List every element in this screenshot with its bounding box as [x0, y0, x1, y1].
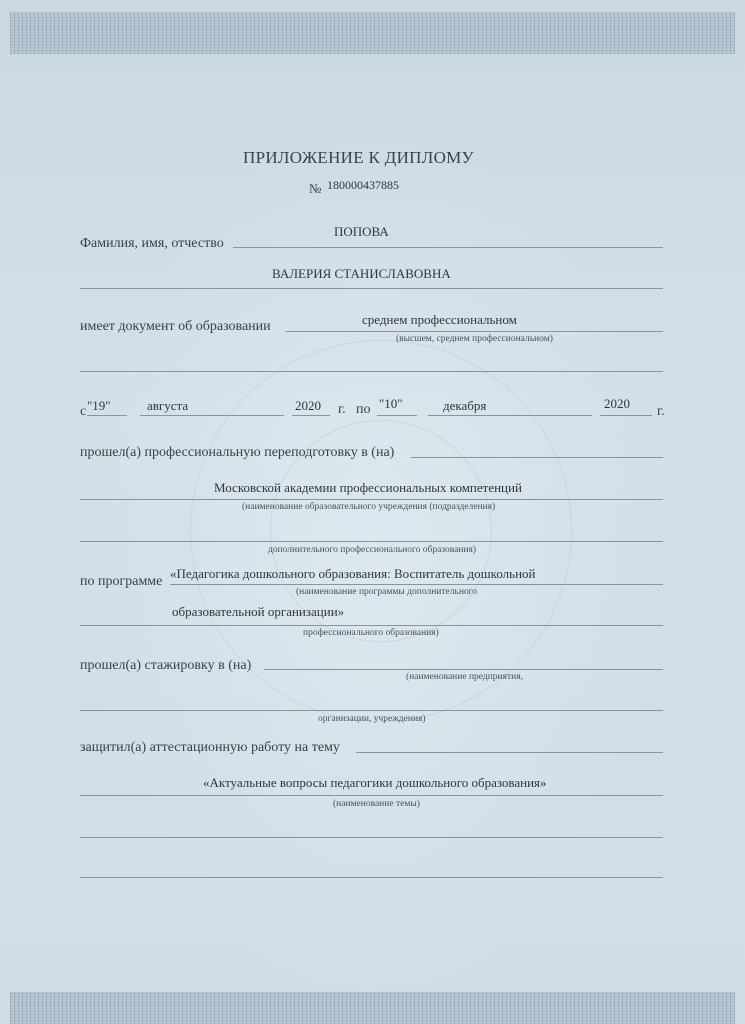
period-from-prefix: с	[80, 404, 87, 419]
education-line-2	[80, 371, 663, 372]
fio-line	[233, 247, 663, 248]
thesis-hint: (наименование темы)	[333, 799, 420, 809]
retraining-label: прошел(а) профессиональную переподготовку в (на)	[80, 445, 395, 460]
internship-hint-1: (наименование предприятия,	[406, 672, 523, 682]
to-month-line	[428, 415, 592, 416]
from-year-line	[292, 415, 330, 416]
period-to-prefix: по	[356, 402, 371, 417]
program-line-2	[80, 625, 663, 626]
program-hint-1: (наименование программы дополнительного	[296, 587, 478, 597]
period-to-year: 2020	[604, 396, 630, 411]
period-from-day: "19"	[87, 398, 111, 413]
number-sign: №	[309, 181, 322, 196]
program-label: по программе	[80, 574, 163, 589]
fio-label: Фамилия, имя, отчество	[80, 236, 224, 251]
thesis-label: защитил(а) аттестационную работу на тему	[80, 740, 340, 755]
thesis-line-2	[80, 795, 663, 796]
thesis-line-3	[80, 837, 663, 838]
document-title: ПРИЛОЖЕНИЕ К ДИПЛОМУ	[243, 148, 474, 167]
program-line-1	[170, 584, 663, 585]
diploma-number: 180000437885	[327, 178, 399, 192]
to-year-line	[600, 415, 652, 416]
period-to-month: декабря	[443, 398, 487, 413]
institution-hint-2: дополнительного профессионального образования)	[268, 545, 477, 555]
institution-line	[80, 499, 663, 500]
thesis-value: «Актуальные вопросы педагогики дошкольного образования»	[203, 775, 547, 790]
name-patronymic-value: ВАЛЕРИЯ СТАНИСЛАВОВНА	[272, 266, 451, 281]
internship-label: прошел(а) стажировку в (на)	[80, 658, 252, 673]
education-line	[285, 331, 663, 332]
internship-line-2	[80, 710, 663, 711]
program-hint-2: профессионального образования)	[303, 628, 439, 638]
institution-hint: (наименование образовательного учреждения (подразделения)	[242, 502, 496, 512]
internship-hint-2: организации, учреждения)	[318, 714, 426, 724]
thesis-line	[356, 752, 663, 753]
ornament-band-bottom	[10, 992, 735, 1024]
education-hint: (высшем, среднем профессиональном)	[396, 334, 553, 344]
education-value: среднем профессиональном	[362, 312, 517, 327]
period-from-month: августа	[147, 398, 189, 413]
fio-line-2	[80, 288, 663, 289]
education-label: имеет документ об образовании	[80, 319, 271, 334]
institution-line-2	[80, 541, 663, 542]
thesis-line-4	[80, 877, 663, 878]
from-month-line	[140, 415, 284, 416]
ornament-band-top	[10, 12, 735, 54]
to-day-line	[377, 415, 417, 416]
surname-value: ПОПОВА	[334, 224, 389, 239]
institution-value: Московской академии профессиональных компетенций	[214, 480, 522, 495]
from-day-line	[87, 415, 127, 416]
period-year-suffix-1: г.	[338, 402, 346, 417]
internship-line	[264, 669, 663, 670]
program-value-1: «Педагогика дошкольного образования: Воспитатель дошкольной	[170, 566, 536, 581]
period-from-year: 2020	[295, 398, 321, 413]
period-to-day: "10"	[379, 396, 403, 411]
retraining-line	[411, 457, 663, 458]
period-year-suffix-2: г.	[657, 404, 665, 419]
program-value-2: образовательной организации»	[172, 604, 345, 619]
